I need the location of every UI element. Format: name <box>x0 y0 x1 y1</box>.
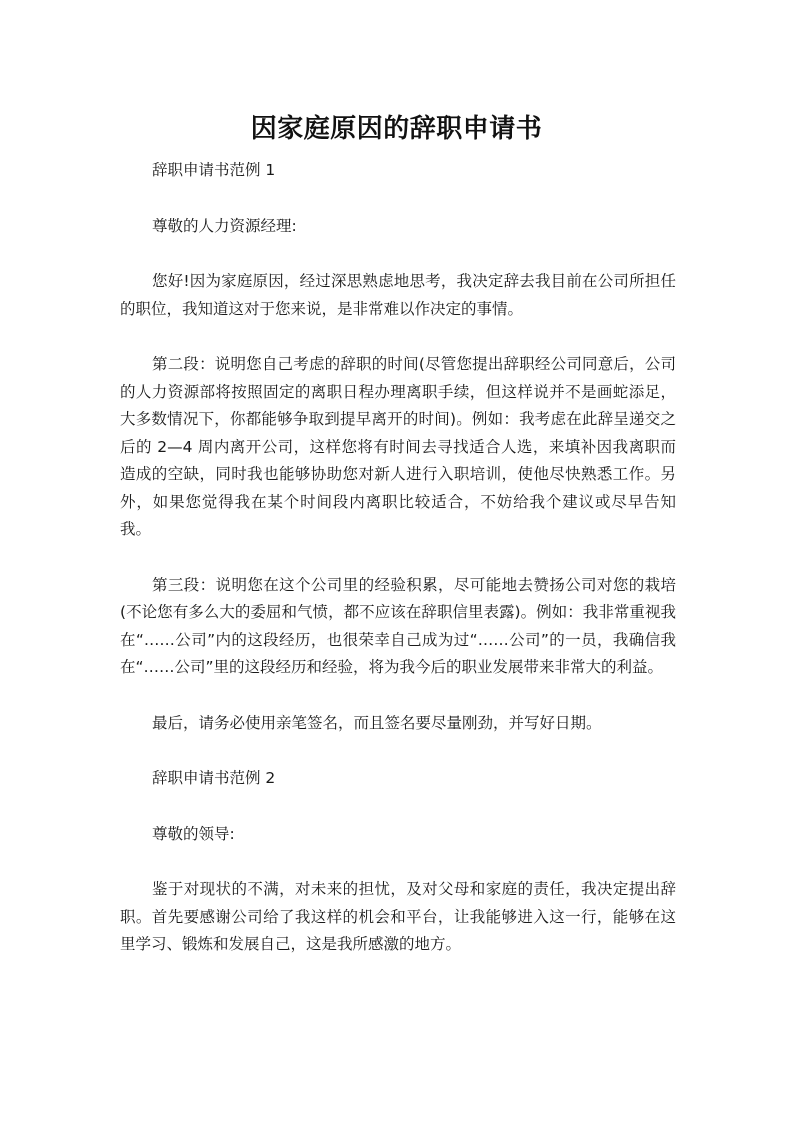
document-body <box>120 157 676 987</box>
body-paragraph-opening: 您好!因为家庭原因，经过深思熟虑地思考，我决定辞去我目前在公司所担任的职位，我知道这对于您来说，是非常难以作决定的事情。 <box>120 272 676 318</box>
example-1-heading: 辞职申请书范例 1 <box>152 161 276 179</box>
body-paragraph-second: 第二段：说明您自己考虑的辞职的时间(尽管您提出辞职经公司同意后，公司的人力资源部将按照固定的离职日程办理离职手续，但这样说并不是画蛇添足，大多数情况下，你都能够争取到提早离开的时间)。例如：我考虑在此辞呈递交之后的 2—4 周内离开公司，这样您将有时间去寻找适合人选，来填补因我离职而造成的空缺，同时我也能够协助您对新人进行入职培训，使他尽快熟悉工作。另外，如果您觉得我在某个时间段内离职比较适合，不妨给我个建议或尽早告知我。 <box>120 355 676 538</box>
body-paragraph-example-2: 鉴于对现状的不满，对未来的担忧，及对父母和家庭的责任，我决定提出辞职。首先要感谢公司给了我这样的机会和平台，让我能够进入这一行，能够在这里学习、锻炼和发展自己，这是我所感激的地方。 <box>120 880 676 953</box>
salutation-2: 尊敬的领导: <box>152 824 235 843</box>
body-paragraph-closing: 最后，请务必使用亲笔签名，而且签名要尽量刚劲，并写好日期。 <box>152 713 602 732</box>
body-paragraph-third: 第三段：说明您在这个公司里的经验积累，尽可能地去赞扬公司对您的栽培(不论您有多么大的委屈和气愤，都不应该在辞职信里表露)。例如：我非常重视我在“……公司”内的这段经历，也很荣幸自己成为过“……公司”的一员，我确信我在“……公司”里的这段经历和经验，将为我今后的职业发展带来非常大的利益。 <box>120 575 676 676</box>
example-2-heading: 辞职申请书范例 2 <box>152 769 276 787</box>
salutation-1: 尊敬的人力资源经理: <box>152 216 297 235</box>
document-title: 因家庭原因的辞职申请书 <box>250 114 543 144</box>
